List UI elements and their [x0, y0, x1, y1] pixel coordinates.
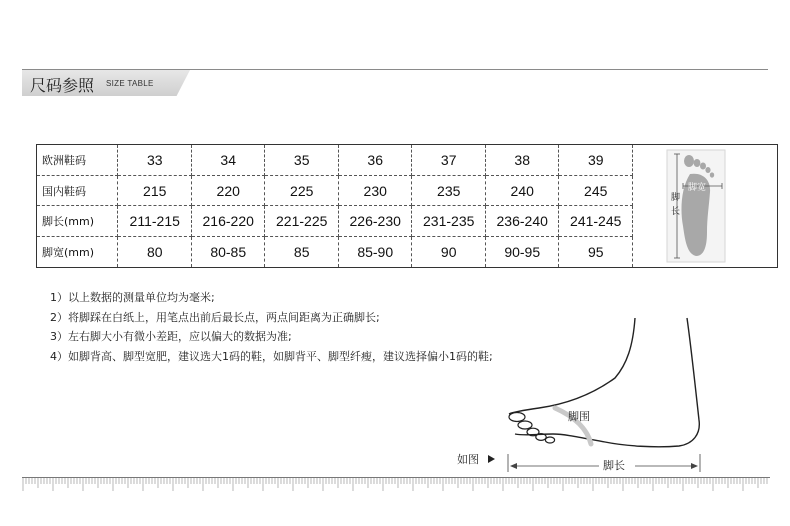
note-item: 1）以上数据的测量单位均为毫米; — [50, 291, 215, 304]
table-cell: 226-230 — [338, 206, 412, 237]
measurement-notes — [50, 288, 493, 366]
table-cell: 33 — [118, 145, 191, 175]
table-cell: 35 — [265, 145, 339, 175]
page-subtitle: SIZE TABLE — [106, 79, 154, 88]
row-label: 欧洲鞋码 — [37, 145, 118, 175]
table-row-cn — [37, 175, 633, 206]
table-cell: 236-240 — [485, 206, 559, 237]
header-divider — [22, 69, 768, 70]
table-cell: 85-90 — [338, 237, 412, 267]
table-row-eu — [37, 145, 633, 175]
table-cell: 235 — [412, 175, 486, 206]
foot-length-label-2: 长 — [671, 207, 681, 217]
table-cell: 230 — [338, 175, 412, 206]
note-item: 3）左右脚大小有微小差距，应以偏大的数据为准; — [50, 330, 292, 343]
table-cell: 85 — [265, 237, 339, 267]
table-cell: 225 — [265, 175, 339, 206]
measurement-ruler — [22, 477, 770, 491]
as-shown-label: 如图 — [457, 453, 479, 466]
row-label: 脚长(mm) — [37, 206, 118, 237]
table-cell: 221-225 — [265, 206, 339, 237]
row-label: 国内鞋码 — [37, 175, 118, 206]
table-cell: 215 — [118, 175, 191, 206]
table-cell: 36 — [338, 145, 412, 175]
table-cell: 37 — [412, 145, 486, 175]
arrow-right-icon — [488, 455, 495, 463]
foot-length-caption: 脚长 — [603, 459, 625, 472]
size-grid — [37, 145, 633, 267]
table-cell: 90 — [412, 237, 486, 267]
table-cell: 231-235 — [412, 206, 486, 237]
footprint-diagram — [665, 148, 727, 264]
table-cell: 240 — [485, 175, 559, 206]
table-cell: 216-220 — [191, 206, 265, 237]
table-cell: 38 — [485, 145, 559, 175]
table-cell: 80-85 — [191, 237, 265, 267]
table-cell: 211-215 — [118, 206, 191, 237]
table-row-length — [37, 206, 633, 237]
table-row-width — [37, 237, 633, 267]
table-cell: 241-245 — [559, 206, 633, 237]
note-item: 2）将脚踩在白纸上，用笔点出前后最长点，两点间距离为正确脚长; — [50, 310, 380, 324]
table-cell: 220 — [191, 175, 265, 206]
table-cell: 245 — [559, 175, 633, 206]
table-cell: 39 — [559, 145, 633, 175]
foot-width-label: 脚宽 — [688, 183, 707, 193]
table-cell: 95 — [559, 237, 633, 267]
page-title: 尺码参照 — [30, 76, 95, 95]
table-cell: 34 — [191, 145, 265, 175]
girth-label: 脚围 — [568, 410, 590, 423]
row-label: 脚宽(mm) — [37, 237, 118, 267]
note-item: 4）如脚背高、脚型宽肥，建议选大1码的鞋，如脚背平、脚型纤瘦，建议选择偏小1码的鞋; — [50, 349, 493, 363]
table-cell: 90-95 — [485, 237, 559, 267]
foot-measure-illustration — [455, 316, 715, 478]
table-cell: 80 — [118, 237, 191, 267]
foot-length-label: 脚 — [671, 193, 681, 203]
